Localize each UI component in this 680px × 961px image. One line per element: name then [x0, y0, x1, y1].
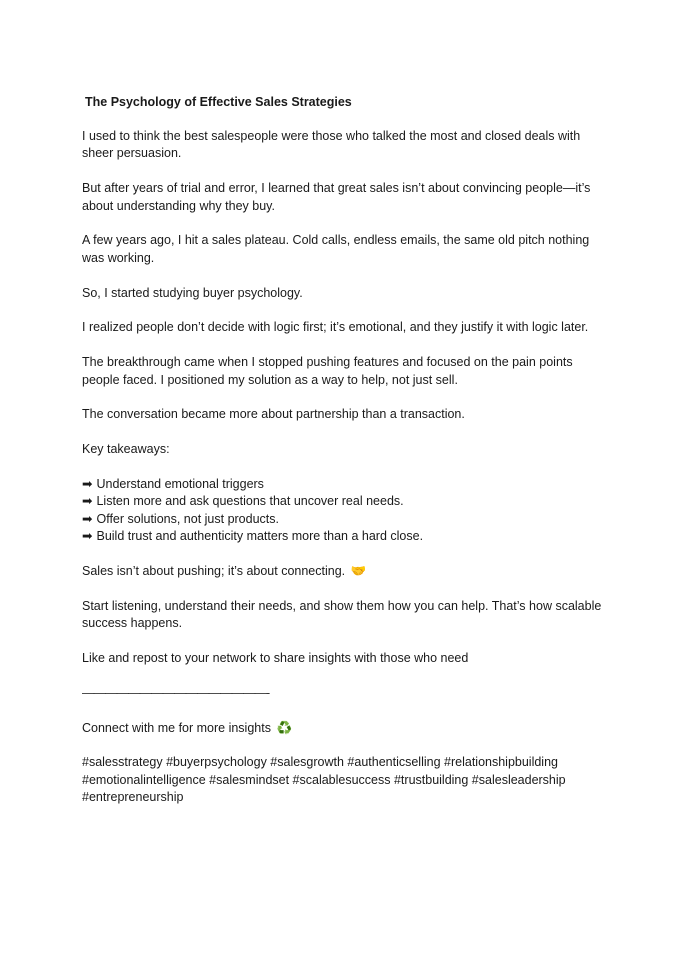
- paragraph-listen: Start listening, understand their needs, and show them how you can help. That’s how scalable success happens.: [82, 598, 602, 631]
- paragraph-trial: But after years of trial and error, I learned that great sales isn’t about convincing people—it’s about understanding why they buy.: [82, 181, 591, 213]
- document-title: The Psychology of Effective Sales Strategies: [85, 95, 352, 109]
- recycle-icon: ♻️: [276, 720, 293, 735]
- takeaways-list: [82, 476, 612, 546]
- divider-line: ————————————————-: [82, 685, 270, 700]
- right-arrow-icon: ➡: [82, 494, 93, 509]
- list-item: [82, 511, 612, 528]
- list-item: [82, 476, 612, 493]
- right-arrow-icon: ➡: [82, 477, 93, 491]
- document-page: [82, 94, 612, 824]
- right-arrow-icon: ➡: [82, 511, 93, 526]
- paragraph-partnership: The conversation became more about partnership than a transaction.: [82, 407, 465, 422]
- connect-line-text: Connect with me for more insights: [82, 720, 271, 735]
- list-item: [82, 528, 612, 545]
- right-arrow-icon: ➡: [82, 529, 93, 544]
- closing-line-text: Sales isn’t about pushing; it’s about connecting.: [82, 564, 346, 579]
- list-item-text: Listen more and ask questions that uncover real needs.: [96, 494, 404, 509]
- list-item: [82, 493, 612, 510]
- list-item-text: Offer solutions, not just products.: [96, 511, 279, 526]
- paragraph-plateau: A few years ago, I hit a sales plateau. Cold calls, endless emails, the same old pitch nothing was working.: [82, 233, 590, 265]
- paragraph-breakthrough: The breakthrough came when I stopped pushing features and focused on the pain points people faced. I positioned my solution as a way to help, not just sell.: [82, 355, 573, 387]
- paragraph-study: So, I started studying buyer psychology.: [82, 285, 303, 300]
- list-item-text: Build trust and authenticity matters more than a hard close.: [96, 529, 424, 544]
- paragraph-connecting: [82, 563, 612, 580]
- paragraph-like-repost: Like and repost to your network to share insights with those who need: [82, 651, 469, 666]
- paragraph-connect: [82, 720, 612, 737]
- handshake-icon: 🤝: [350, 564, 367, 579]
- list-item-text: Understand emotional triggers: [96, 477, 264, 491]
- paragraph-intro: I used to think the best salespeople were those who talked the most and closed deals with sheer persuasion.: [82, 129, 581, 161]
- hashtags: #salesstrategy #buyerpsychology #salesgrowth #authenticselling #relationshipbuilding #emotionalintelligence #salesmindset #scalablesuccess #trustbuilding #salesleadership #entrepreneurship: [82, 755, 566, 805]
- paragraph-key-takeaways: Key takeaways:: [82, 442, 170, 457]
- paragraph-logic: I realized people don’t decide with logic first; it’s emotional, and they justify it with logic later.: [82, 320, 589, 335]
